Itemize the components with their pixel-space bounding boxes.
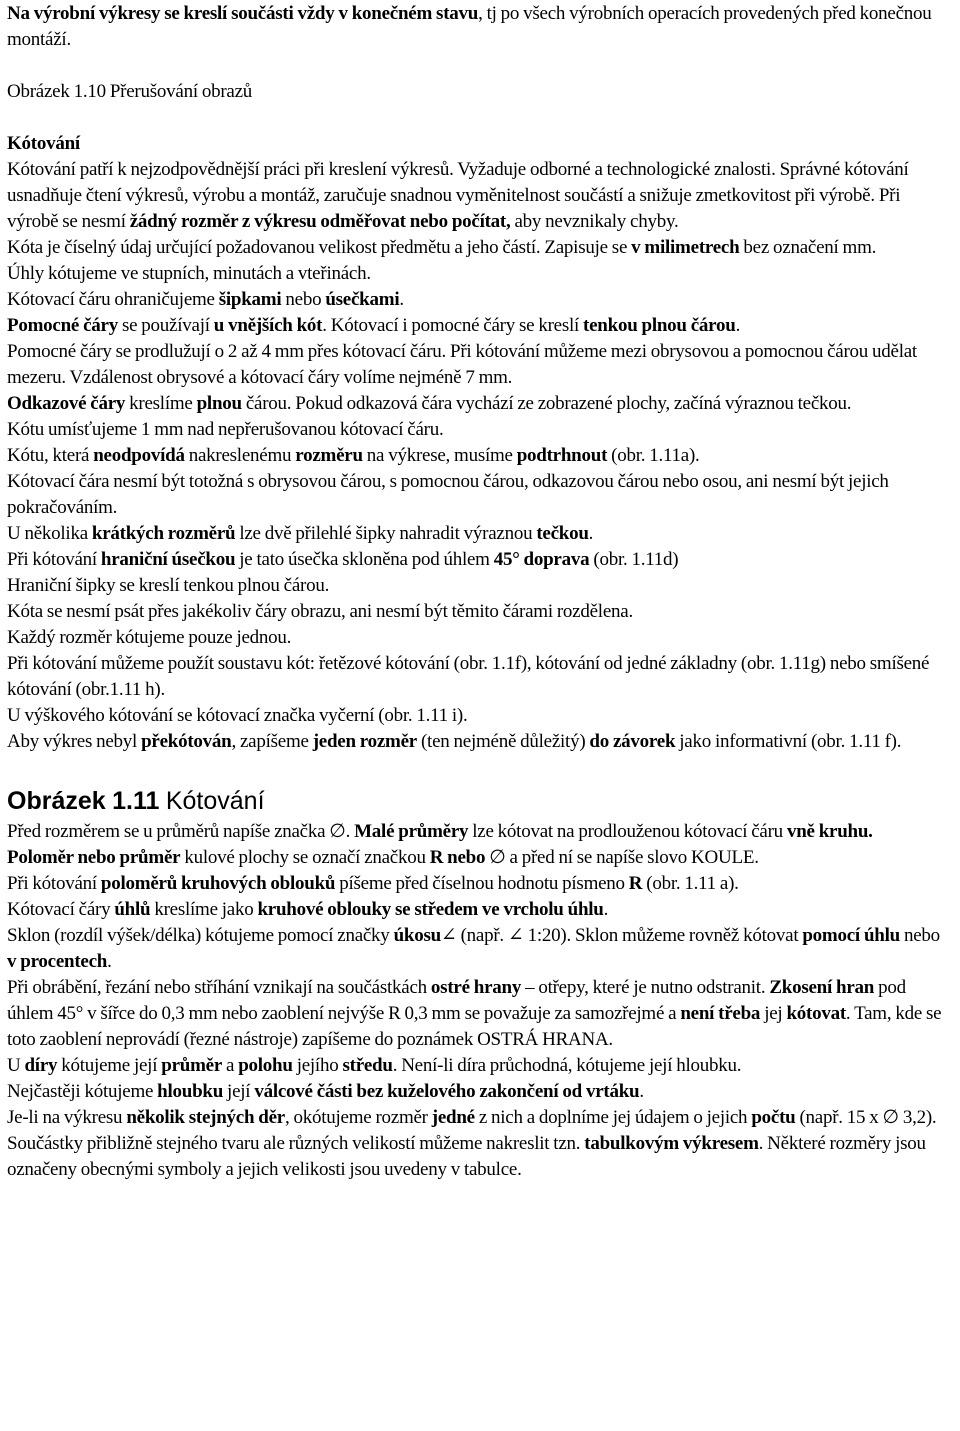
paragraph: Sklon (rozdíl výšek/délka) kótujeme pomocí značky úkosu∠ (např. ∠ 1:20). Sklon můžeme rovněž kótovat pomocí úhlu nebo v procentech.	[7, 925, 940, 972]
paragraph: Kótovací čára nesmí být totožná s obrysovou čárou, s pomocnou čárou, odkazovou čárou nebo osou, ani nesmí být jejich pokračováním.	[7, 471, 889, 518]
paragraph: U díry kótujeme její průměr a polohu jejího středu. Není-li díra průchodná, kótujeme její hloubku.	[7, 1055, 742, 1076]
paragraph: Kóta je číselný údaj určující požadovanou velikost předmětu a jeho částí. Zapisuje se v milimetrech bez označení mm.	[7, 237, 877, 258]
paragraph: Pomocné čáry se používají u vnějších kót. Kótovací i pomocné čáry se kreslí tenkou plnou čárou.	[7, 315, 741, 336]
paragraph: U několika krátkých rozměrů lze dvě přilehlé šipky nahradit výraznou tečkou.	[7, 523, 594, 544]
figure-1-11-heading: Obrázek 1.11 Kótování	[7, 787, 265, 815]
paragraph: Kótovací čáru ohraničujeme šipkami nebo úsečkami.	[7, 289, 404, 310]
paragraph: Hraniční šipky se kreslí tenkou plnou čárou.	[7, 575, 330, 596]
paragraph: Poloměr nebo průměr kulové plochy se označí značkou R nebo ∅ a před ní se napíše slovo KOULE.	[7, 847, 759, 868]
paragraph: Kótování patří k nejzodpovědnější práci při kreslení výkresů. Vyžaduje odborné a technologické znalosti. Správné kótování usnadňuje čtení výkresů, výrobu a montáž, zaručuje snadnou vyměnitelnost součástí a snižuje zmetkovitost při výrobě. Při výrobě se nesmí žádný rozměr z výkresu odměřovat nebo počítat, aby nevznikaly chyby.	[7, 159, 909, 232]
paragraph: Před rozměrem se u průměrů napíše značka ∅. Malé průměry lze kótovat na prodlouženou kótovací čáru vně kruhu.	[7, 821, 873, 842]
paragraph: Kótu, která neodpovídá nakreslenému rozměru na výkrese, musíme podtrhnout (obr. 1.11a).	[7, 445, 700, 466]
document-page	[0, 1, 959, 1183]
section-title-kotovani: Kótování	[7, 133, 80, 154]
paragraph: Pomocné čáry se prodlužují o 2 až 4 mm přes kótovací čáru. Při kótování můžeme mezi obrysovou a pomocnou čárou udělat mezeru. Vzdálenost obrysové a kótovací čáry volíme nejméně 7 mm.	[7, 341, 917, 388]
paragraph: Kótovací čáry úhlů kreslíme jako kruhové oblouky se středem ve vrcholu úhlu.	[7, 899, 609, 920]
paragraph: Nejčastěji kótujeme hloubku její válcové části bez kuželového zakončení od vrtáku.	[7, 1081, 644, 1102]
paragraph: Každý rozměr kótujeme pouze jednou.	[7, 627, 292, 648]
paragraph: Je-li na výkresu několik stejných děr, okótujeme rozměr jedné z nich a doplníme jej údajem o jejich počtu (např. 15 x ∅ 3,2).	[7, 1107, 937, 1128]
paragraph: U výškového kótování se kótovací značka vyčerní (obr. 1.11 i).	[7, 705, 468, 726]
paragraph: Úhly kótujeme ve stupních, minutách a vteřinách.	[7, 263, 371, 284]
paragraph: Kótu umísťujeme 1 mm nad nepřerušovanou kótovací čáru.	[7, 419, 444, 440]
paragraph: Při kótování poloměrů kruhových oblouků píšeme před číselnou hodnotu písmeno R (obr. 1.11 a).	[7, 873, 739, 894]
intro-paragraph: Na výrobní výkresy se kreslí součásti vždy v konečném stavu, tj po všech výrobních operacích provedených před konečnou montáží.	[7, 3, 932, 50]
paragraph: Součástky přibližně stejného tvaru ale různých velikostí můžeme nakreslit tzn. tabulkovým výkresem. Některé rozměry jsou označeny obecnými symboly a jejich velikosti jsou uvedeny v tabulce.	[7, 1133, 926, 1180]
paragraph: Při obrábění, řezání nebo stříhání vznikají na součástkách ostré hrany – otřepy, které je nutno odstranit. Zkosení hran pod úhlem 45° v šířce do 0,3 mm nebo zaoblení nejvýše R 0,3 mm se považuje za samozřejmé a není třeba jej kótovat. Tam, kde se toto zaoblení neprovádí (řezné nástroje) zapíšeme do poznámek OSTRÁ HRANA.	[7, 977, 942, 1050]
paragraph: Odkazové čáry kreslíme plnou čárou. Pokud odkazová čára vychází ze zobrazené plochy, začíná výraznou tečkou.	[7, 393, 852, 414]
figure-1-10-caption: Obrázek 1.10 Přerušování obrazů	[7, 81, 253, 102]
paragraph: Při kótování hraniční úsečkou je tato úsečka skloněna pod úhlem 45° doprava (obr. 1.11d)	[7, 549, 679, 570]
paragraph: Aby výkres nebyl překótován, zapíšeme jeden rozměr (ten nejméně důležitý) do závorek jako informativní (obr. 1.11 f).	[7, 731, 902, 752]
paragraph: Kóta se nesmí psát přes jakékoliv čáry obrazu, ani nesmí být těmito čárami rozdělena.	[7, 601, 633, 622]
paragraph: Při kótování můžeme použít soustavu kót: řetězové kótování (obr. 1.1f), kótování od jedné základny (obr. 1.11g) nebo smíšené kótování (obr.1.11 h).	[7, 653, 930, 700]
